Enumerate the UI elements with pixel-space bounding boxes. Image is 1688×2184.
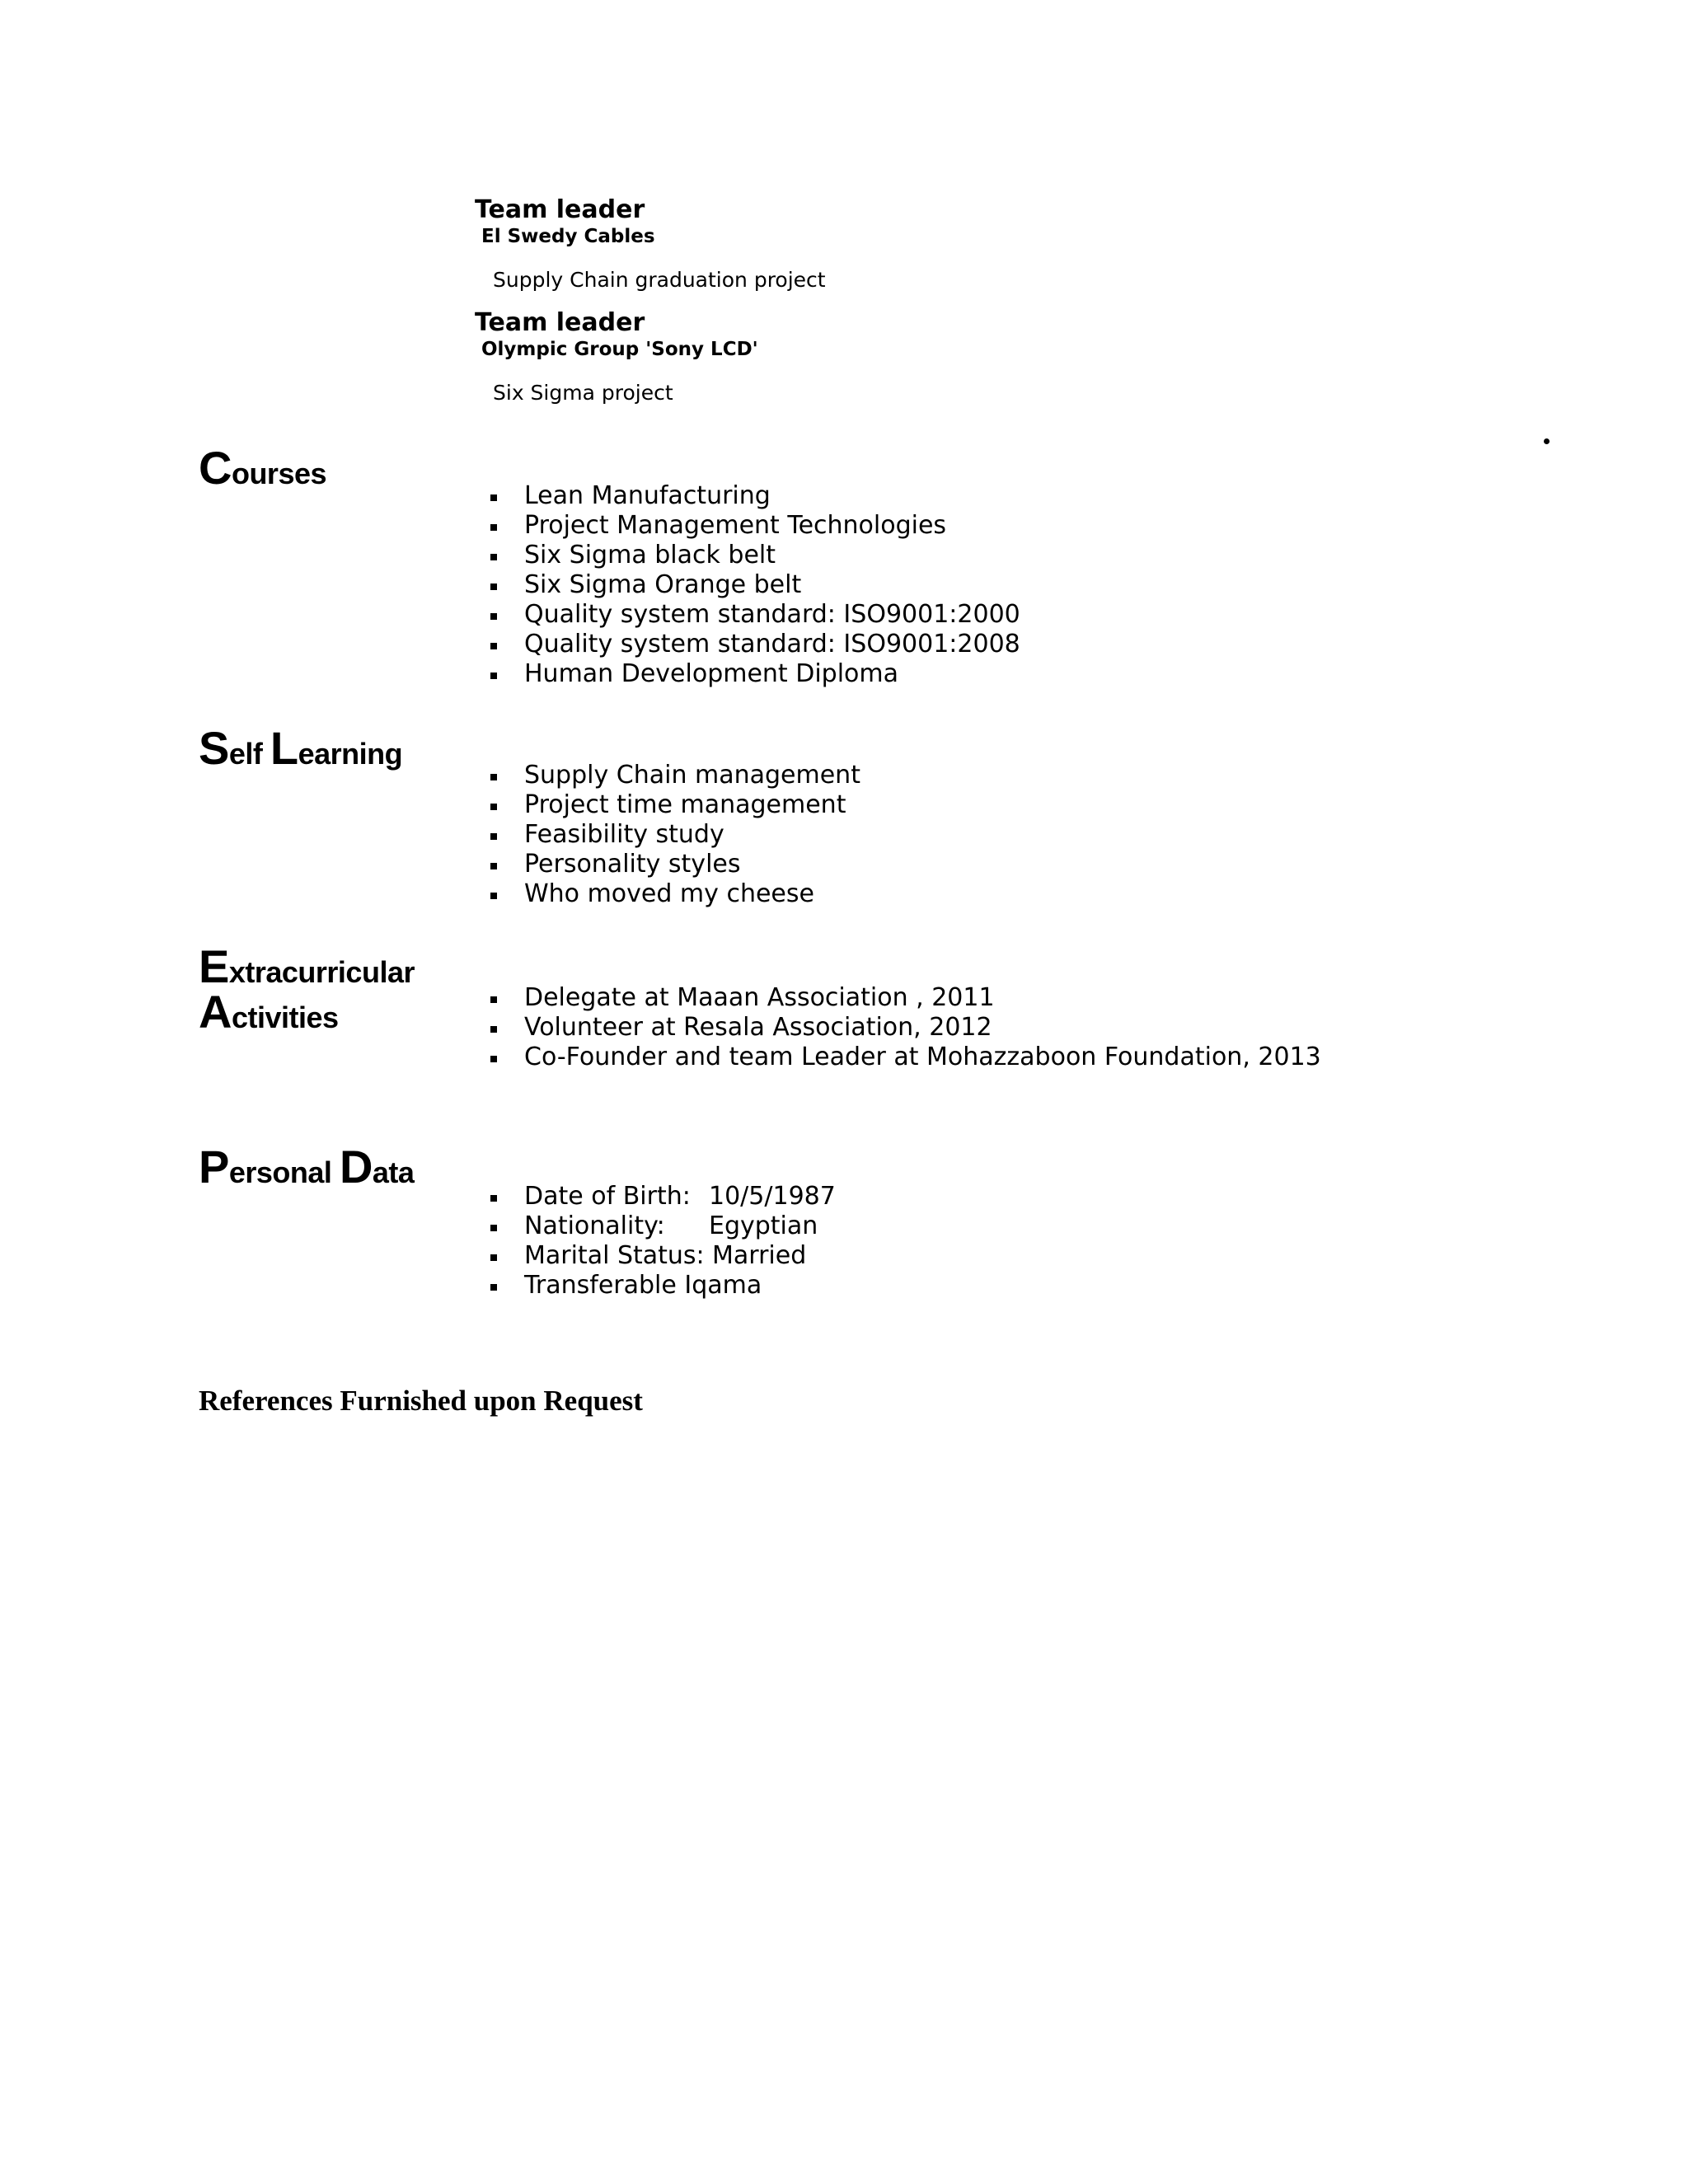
list-item xyxy=(524,1212,836,1241)
list-item: Six Sigma black belt xyxy=(524,541,1020,570)
list-item: Quality system standard: ISO9001:2008 xyxy=(524,630,1020,658)
list-item: Six Sigma Orange belt xyxy=(524,570,1020,600)
list-item: Human Development Diploma xyxy=(524,659,1020,689)
stray-dot xyxy=(1544,438,1550,444)
courses-list xyxy=(524,481,1020,689)
dob-value: 10/5/1987 xyxy=(709,1182,836,1211)
nationality-value: Egyptian xyxy=(709,1212,818,1240)
list-item: Supply Chain management xyxy=(524,761,860,790)
self-learning-heading: Self Learning xyxy=(199,722,403,774)
list-item: Project time management xyxy=(524,790,860,820)
project-2-description: Six Sigma project xyxy=(493,381,673,405)
list-item: Lean Manufacturing xyxy=(524,481,1020,511)
project-2-organization: Olympic Group 'Sony LCD' xyxy=(481,339,758,360)
extracurricular-list xyxy=(524,983,1321,1072)
courses-heading: Courses xyxy=(199,442,327,494)
list-item: Delegate at Maaan Association , 2011 xyxy=(524,983,1321,1013)
personal-data-heading: Personal Data xyxy=(199,1141,415,1193)
project-1-role: Team leader xyxy=(475,195,645,224)
list-item: Volunteer at Resala Association, 2012 xyxy=(524,1013,1321,1043)
marital-status-value: Married xyxy=(712,1241,807,1270)
project-1-description: Supply Chain graduation project xyxy=(493,268,826,292)
list-item: Quality system standard: ISO9001:2000 xyxy=(524,600,1020,629)
iqama-label: Transferable Iqama xyxy=(524,1271,762,1300)
dob-label: Date of Birth: xyxy=(524,1182,691,1211)
list-item xyxy=(524,1271,836,1301)
list-item: Personality styles xyxy=(524,850,860,879)
personal-data-list xyxy=(524,1182,836,1301)
activities-heading: Activities xyxy=(199,986,339,1038)
list-item: Feasibility study xyxy=(524,820,860,850)
list-item: Who moved my cheese xyxy=(524,879,860,909)
project-1-organization: El Swedy Cables xyxy=(481,226,655,247)
references-note: References Furnished upon Request xyxy=(199,1385,643,1417)
project-2-role: Team leader xyxy=(475,308,645,337)
list-item: Co-Founder and team Leader at Mohazzaboon Foundation, 2013 xyxy=(524,1043,1321,1071)
self-learning-list xyxy=(524,761,860,909)
nationality-label: Nationality: xyxy=(524,1212,665,1240)
marital-status-label: Marital Status: xyxy=(524,1241,705,1270)
extracurricular-heading: Extracurricular xyxy=(199,940,415,992)
list-item: Project Management Technologies xyxy=(524,511,1020,541)
list-item xyxy=(524,1241,836,1271)
list-item xyxy=(524,1182,836,1212)
